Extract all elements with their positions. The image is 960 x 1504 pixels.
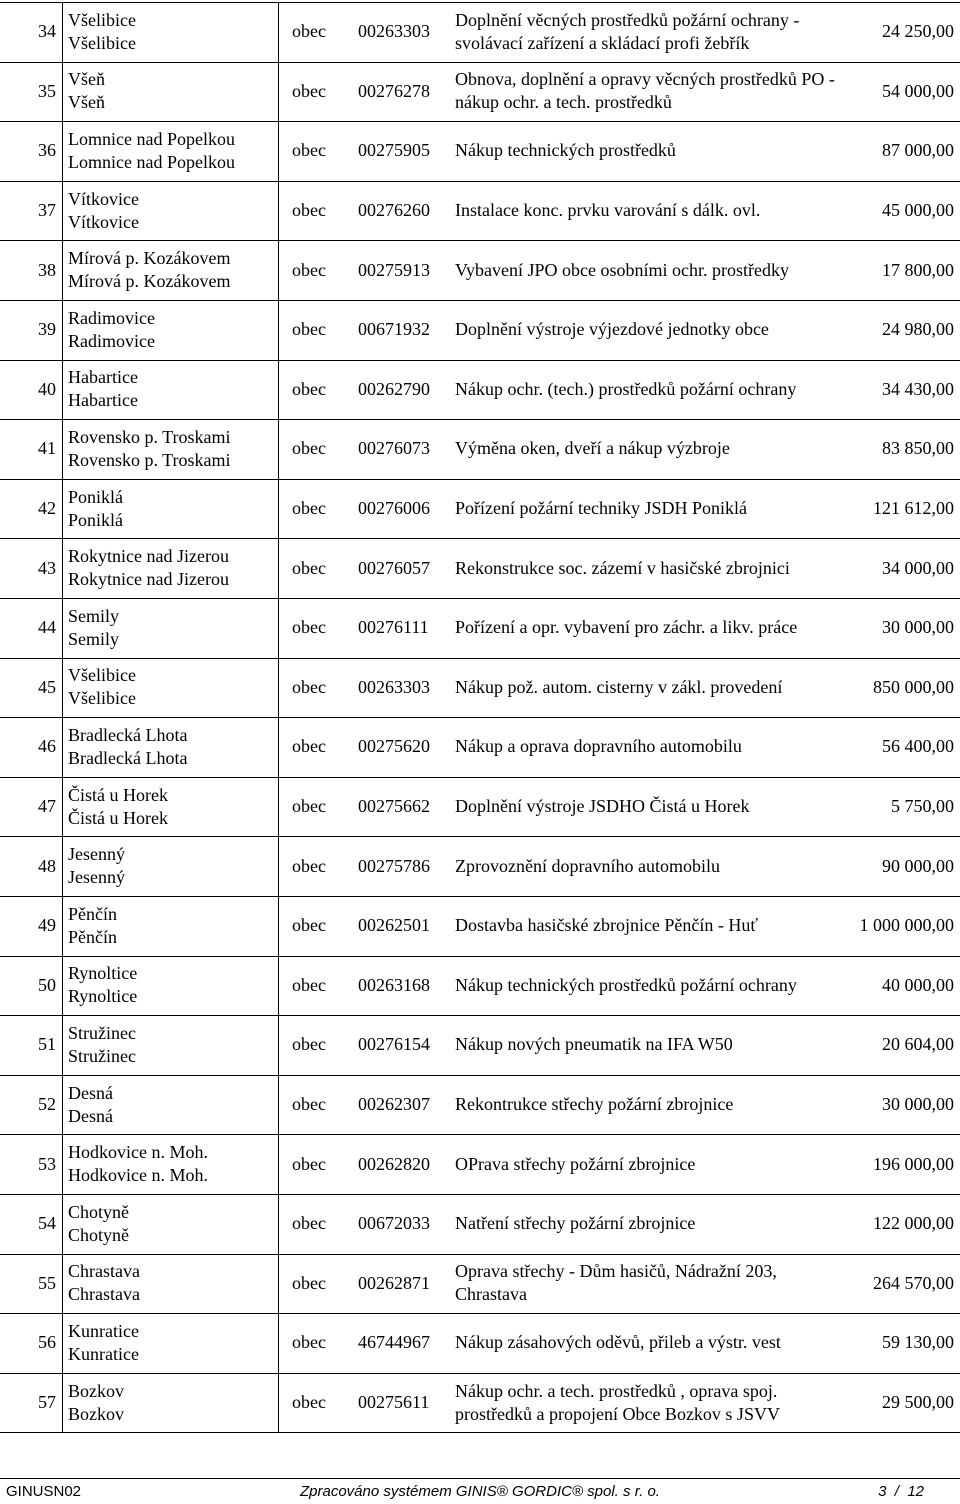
table-row	[0, 897, 960, 955]
municipality-name	[68, 122, 278, 180]
ico-code: 00276278	[358, 80, 430, 101]
row-number: 39	[38, 319, 56, 340]
table-top-border	[0, 2, 960, 3]
table-row	[0, 301, 960, 359]
purpose-text: Instalace konc. prvku varování s dálk. ovl.	[455, 200, 761, 221]
municipality-name	[68, 1314, 278, 1372]
municipality-name-line: Lomnice nad Popelkou	[68, 151, 235, 172]
municipality-name-line: Vítkovice	[68, 188, 139, 209]
entity-type: obec	[292, 676, 326, 697]
municipality-name-line: Rokytnice nad Jizerou	[68, 546, 229, 567]
page-counter	[878, 1482, 924, 1502]
grant-amount: 30 000,00	[882, 617, 954, 638]
page-total: 12	[907, 1483, 924, 1500]
purpose-text: Vybavení JPO obce osobními ochr. prostředky	[455, 259, 789, 280]
municipality-name	[68, 301, 278, 359]
ico-code: 00276073	[358, 438, 430, 459]
municipality-name-line: Chrastava	[68, 1261, 140, 1282]
ico-code: 00275662	[358, 796, 430, 817]
table-row	[0, 1255, 960, 1313]
report-code: GINUSN02	[6, 1483, 82, 1500]
ico-code: 00276057	[358, 557, 430, 578]
ico-code: 00275786	[358, 855, 430, 876]
purpose-description	[455, 539, 840, 597]
municipality-name	[68, 539, 278, 597]
grant-amount: 90 000,00	[882, 855, 954, 876]
purpose-description	[455, 897, 840, 955]
grant-amount: 40 000,00	[882, 974, 954, 995]
municipality-name-line: Jesenný	[68, 844, 125, 865]
table-row	[0, 539, 960, 597]
system-note: Zpracováno systémem GINIS® GORDIC® spol. s r. o.	[300, 1483, 660, 1500]
municipality-name-line: Kunratice	[68, 1320, 139, 1341]
municipality-name-line: Pěnčín	[68, 926, 117, 947]
purpose-description	[455, 957, 840, 1015]
grant-amount: 83 850,00	[882, 438, 954, 459]
grant-amount: 196 000,00	[873, 1153, 954, 1174]
entity-type: obec	[292, 319, 326, 340]
entity-type: obec	[292, 378, 326, 399]
municipality-name-line: Semily	[68, 605, 120, 626]
table-row	[0, 3, 960, 61]
municipality-name-line: Chotyně	[68, 1224, 129, 1245]
grant-amount: 54 000,00	[882, 80, 954, 101]
row-number: 57	[38, 1392, 56, 1413]
entity-type: obec	[292, 1034, 326, 1055]
grant-amount: 17 800,00	[882, 259, 954, 280]
row-number: 52	[38, 1094, 56, 1115]
municipality-name-line: Rovensko p. Troskami	[68, 449, 231, 470]
table-row	[0, 122, 960, 180]
grant-amount: 20 604,00	[882, 1034, 954, 1055]
grant-amount: 34 000,00	[882, 557, 954, 578]
purpose-text: Doplnění věcných prostředků požární ochrany - svolávací zařízení a skládací profi žebřík	[455, 9, 800, 53]
entity-type: obec	[292, 1153, 326, 1174]
municipality-name	[68, 63, 278, 121]
municipality-name	[68, 1374, 278, 1432]
purpose-description	[455, 1016, 840, 1074]
column-divider	[278, 2, 279, 1433]
municipality-name	[68, 778, 278, 836]
purpose-text: Nákup ochr. a tech. prostředků , oprava spoj. prostředků a propojení Obce Bozkov s JSVV	[455, 1380, 780, 1424]
municipality-name-line: Všeň	[68, 69, 105, 90]
entity-type: obec	[292, 974, 326, 995]
purpose-description	[455, 837, 840, 895]
municipality-name-line: Kunratice	[68, 1343, 139, 1364]
grant-amount: 56 400,00	[882, 736, 954, 757]
municipality-name	[68, 957, 278, 1015]
municipality-name-line: Všelibice	[68, 665, 136, 686]
grant-amount: 34 430,00	[882, 378, 954, 399]
municipality-name-line: Rynoltice	[68, 986, 138, 1007]
grant-amount: 122 000,00	[873, 1213, 954, 1234]
municipality-name-line: Stružinec	[68, 1022, 136, 1043]
municipality-name-line: Mírová p. Kozákovem	[68, 271, 231, 292]
purpose-description	[455, 718, 840, 776]
page-current: 3	[878, 1483, 887, 1500]
row-number: 40	[38, 378, 56, 399]
entity-type: obec	[292, 915, 326, 936]
ico-code: 00672033	[358, 1213, 430, 1234]
table-row	[0, 599, 960, 657]
row-number: 36	[38, 140, 56, 161]
ico-code: 00262790	[358, 378, 430, 399]
row-number: 46	[38, 736, 56, 757]
entity-type: obec	[292, 200, 326, 221]
municipality-name	[68, 599, 278, 657]
footer-divider	[0, 1478, 960, 1479]
purpose-text: Doplnění výstroje JSDHO Čistá u Horek	[455, 796, 750, 817]
table-row	[0, 1374, 960, 1432]
municipality-name	[68, 182, 278, 240]
municipality-name	[68, 361, 278, 419]
ico-code: 00275905	[358, 140, 430, 161]
ico-code: 00276154	[358, 1034, 430, 1055]
purpose-description	[455, 182, 840, 240]
ico-code: 00263303	[358, 676, 430, 697]
municipality-name-line: Chotyně	[68, 1201, 129, 1222]
table-row	[0, 361, 960, 419]
purpose-text: Oprava střechy - Dům hasičů, Nádražní 203, Chrastava	[455, 1261, 777, 1305]
municipality-name	[68, 1076, 278, 1134]
grant-amount: 5 750,00	[891, 796, 954, 817]
ico-code: 00262820	[358, 1153, 430, 1174]
municipality-name-line: Habartice	[68, 390, 138, 411]
entity-type: obec	[292, 438, 326, 459]
table-row	[0, 659, 960, 717]
municipality-name-line: Pěnčín	[68, 903, 117, 924]
purpose-description	[455, 599, 840, 657]
column-divider	[62, 2, 63, 1433]
purpose-text: Nákup technických prostředků požární ochrany	[455, 974, 797, 995]
municipality-name-line: Habartice	[68, 367, 138, 388]
municipality-name-line: Rovensko p. Troskami	[68, 426, 231, 447]
municipality-name-line: Chrastava	[68, 1284, 140, 1305]
municipality-name-line: Bradlecká Lhota	[68, 724, 188, 745]
municipality-name-line: Desná	[68, 1105, 113, 1126]
row-number: 41	[38, 438, 56, 459]
municipality-name-line: Všelibice	[68, 32, 136, 53]
municipality-name	[68, 1195, 278, 1253]
purpose-text: Zprovoznění dopravního automobilu	[455, 855, 720, 876]
municipality-name	[68, 837, 278, 895]
purpose-text: Nákup pož. autom. cisterny v zákl. provedení	[455, 676, 783, 697]
table-row	[0, 957, 960, 1015]
municipality-name-line: Mírová p. Kozákovem	[68, 248, 231, 269]
entity-type: obec	[292, 498, 326, 519]
purpose-text: Nákup ochr. (tech.) prostředků požární ochrany	[455, 378, 797, 399]
municipality-name-line: Hodkovice n. Moh.	[68, 1142, 208, 1163]
municipality-name	[68, 1255, 278, 1313]
purpose-description	[455, 1076, 840, 1134]
ico-code: 00671932	[358, 319, 430, 340]
municipality-name-line: Jesenný	[68, 867, 125, 888]
purpose-text: Nákup a oprava dopravního automobilu	[455, 736, 742, 757]
municipality-name-line: Bozkov	[68, 1403, 124, 1424]
row-number: 54	[38, 1213, 56, 1234]
entity-type: obec	[292, 796, 326, 817]
grant-amount: 45 000,00	[882, 200, 954, 221]
table-row	[0, 837, 960, 895]
entity-type: obec	[292, 557, 326, 578]
table-row	[0, 1135, 960, 1193]
ico-code: 00276260	[358, 200, 430, 221]
purpose-description	[455, 1135, 840, 1193]
grant-amount: 1 000 000,00	[859, 915, 954, 936]
entity-type: obec	[292, 80, 326, 101]
grant-amount: 29 500,00	[882, 1392, 954, 1413]
municipality-name-line: Všeň	[68, 92, 105, 113]
grant-amount: 850 000,00	[873, 676, 954, 697]
purpose-description	[455, 301, 840, 359]
municipality-name-line: Čistá u Horek	[68, 784, 168, 805]
row-number: 48	[38, 855, 56, 876]
purpose-description	[455, 1255, 840, 1313]
row-number: 43	[38, 557, 56, 578]
entity-type: obec	[292, 1094, 326, 1115]
municipality-name	[68, 480, 278, 538]
entity-type: obec	[292, 1332, 326, 1353]
row-number: 53	[38, 1153, 56, 1174]
purpose-description	[455, 63, 840, 121]
purpose-text: Dostavba hasičské zbrojnice Pěnčín - Huť	[455, 915, 759, 936]
purpose-description	[455, 3, 840, 61]
entity-type: obec	[292, 21, 326, 42]
table-row	[0, 718, 960, 776]
ico-code: 46744967	[358, 1332, 430, 1353]
purpose-text: Rekonstrukce soc. zázemí v hasičské zbrojnici	[455, 557, 790, 578]
ico-code: 00262871	[358, 1272, 430, 1293]
purpose-description	[455, 659, 840, 717]
municipality-name-line: Poniklá	[68, 486, 124, 507]
municipality-name-line: Semily	[68, 628, 120, 649]
table-row	[0, 241, 960, 299]
row-number: 51	[38, 1034, 56, 1055]
purpose-description	[455, 1314, 840, 1372]
purpose-text: Pořízení a opr. vybavení pro záchr. a likv. práce	[455, 617, 798, 638]
municipality-name-line: Poniklá	[68, 509, 124, 530]
ico-code: 00276006	[358, 498, 430, 519]
municipality-name-line: Rokytnice nad Jizerou	[68, 569, 229, 590]
row-number: 49	[38, 915, 56, 936]
ico-code: 00276111	[358, 617, 429, 638]
purpose-description	[455, 420, 840, 478]
row-number: 44	[38, 617, 56, 638]
table-row	[0, 778, 960, 836]
entity-type: obec	[292, 1213, 326, 1234]
entity-type: obec	[292, 736, 326, 757]
page-footer	[0, 1482, 960, 1502]
purpose-description	[455, 1195, 840, 1253]
ico-code: 00263303	[358, 21, 430, 42]
row-number: 47	[38, 796, 56, 817]
municipality-name-line: Všelibice	[68, 688, 136, 709]
municipality-name-line: Čistá u Horek	[68, 807, 168, 828]
ico-code: 00275913	[358, 259, 430, 280]
purpose-text: OPrava střechy požární zbrojnice	[455, 1153, 696, 1174]
entity-type: obec	[292, 140, 326, 161]
ico-code: 00275620	[358, 736, 430, 757]
table-row	[0, 1076, 960, 1134]
municipality-name-line: Rynoltice	[68, 963, 138, 984]
table-row	[0, 63, 960, 121]
grant-amount: 59 130,00	[882, 1332, 954, 1353]
grant-amount: 87 000,00	[882, 140, 954, 161]
table-row	[0, 1314, 960, 1372]
entity-type: obec	[292, 1392, 326, 1413]
municipality-name	[68, 1135, 278, 1193]
purpose-description	[455, 122, 840, 180]
ico-code: 00275611	[358, 1392, 430, 1413]
municipality-name	[68, 659, 278, 717]
ico-code: 00262501	[358, 915, 430, 936]
purpose-description	[455, 778, 840, 836]
row-number: 55	[38, 1272, 56, 1293]
purpose-text: Nákup nových pneumatik na IFA W50	[455, 1034, 733, 1055]
purpose-text: Rekontrukce střechy požární zbrojnice	[455, 1094, 734, 1115]
ico-code: 00263168	[358, 974, 430, 995]
table-row	[0, 480, 960, 538]
entity-type: obec	[292, 259, 326, 280]
municipality-name-line: Hodkovice n. Moh.	[68, 1165, 208, 1186]
row-number: 37	[38, 200, 56, 221]
municipality-name-line: Bozkov	[68, 1380, 124, 1401]
municipality-name-line: Desná	[68, 1082, 113, 1103]
grant-amount: 121 612,00	[873, 498, 954, 519]
table-row	[0, 1016, 960, 1074]
entity-type: obec	[292, 855, 326, 876]
entity-type: obec	[292, 617, 326, 638]
purpose-text: Nákup zásahových oděvů, přileb a výstr. vest	[455, 1332, 781, 1353]
municipality-name	[68, 420, 278, 478]
row-number: 56	[38, 1332, 56, 1353]
municipality-name-line: Lomnice nad Popelkou	[68, 128, 235, 149]
grant-amount: 264 570,00	[873, 1272, 954, 1293]
purpose-description	[455, 480, 840, 538]
row-number: 42	[38, 498, 56, 519]
municipality-name-line: Všelibice	[68, 9, 136, 30]
table-row	[0, 1195, 960, 1253]
municipality-name	[68, 3, 278, 61]
purpose-text: Doplnění výstroje výjezdové jednotky obce	[455, 319, 769, 340]
municipality-name	[68, 718, 278, 776]
purpose-text: Výměna oken, dveří a nákup výzbroje	[455, 438, 730, 459]
purpose-description	[455, 241, 840, 299]
row-divider	[0, 1432, 960, 1433]
grant-amount: 30 000,00	[882, 1094, 954, 1115]
page-separator: /	[894, 1483, 899, 1500]
row-number: 50	[38, 974, 56, 995]
purpose-text: Natření střechy požární zbrojnice	[455, 1213, 696, 1234]
purpose-description	[455, 361, 840, 419]
table-row	[0, 420, 960, 478]
row-number: 35	[38, 80, 56, 101]
municipality-name-line: Stružinec	[68, 1045, 136, 1066]
purpose-text: Nákup technických prostředků	[455, 140, 676, 161]
municipality-name-line: Radimovice	[68, 307, 155, 328]
purpose-description	[455, 1374, 840, 1432]
row-number: 45	[38, 676, 56, 697]
entity-type: obec	[292, 1272, 326, 1293]
grant-amount: 24 980,00	[882, 319, 954, 340]
purpose-text: Obnova, doplnění a opravy věcných prostředků PO - nákup ochr. a tech. prostředků	[455, 69, 835, 113]
table-row	[0, 182, 960, 240]
ico-code: 00262307	[358, 1094, 430, 1115]
row-number: 34	[38, 21, 56, 42]
municipality-name-line: Vítkovice	[68, 211, 139, 232]
row-number: 38	[38, 259, 56, 280]
municipality-name-line: Bradlecká Lhota	[68, 747, 188, 768]
municipality-name-line: Radimovice	[68, 330, 155, 351]
municipality-name	[68, 1016, 278, 1074]
purpose-text: Pořízení požární techniky JSDH Poniklá	[455, 498, 747, 519]
grant-amount: 24 250,00	[882, 21, 954, 42]
municipality-name	[68, 241, 278, 299]
municipality-name	[68, 897, 278, 955]
